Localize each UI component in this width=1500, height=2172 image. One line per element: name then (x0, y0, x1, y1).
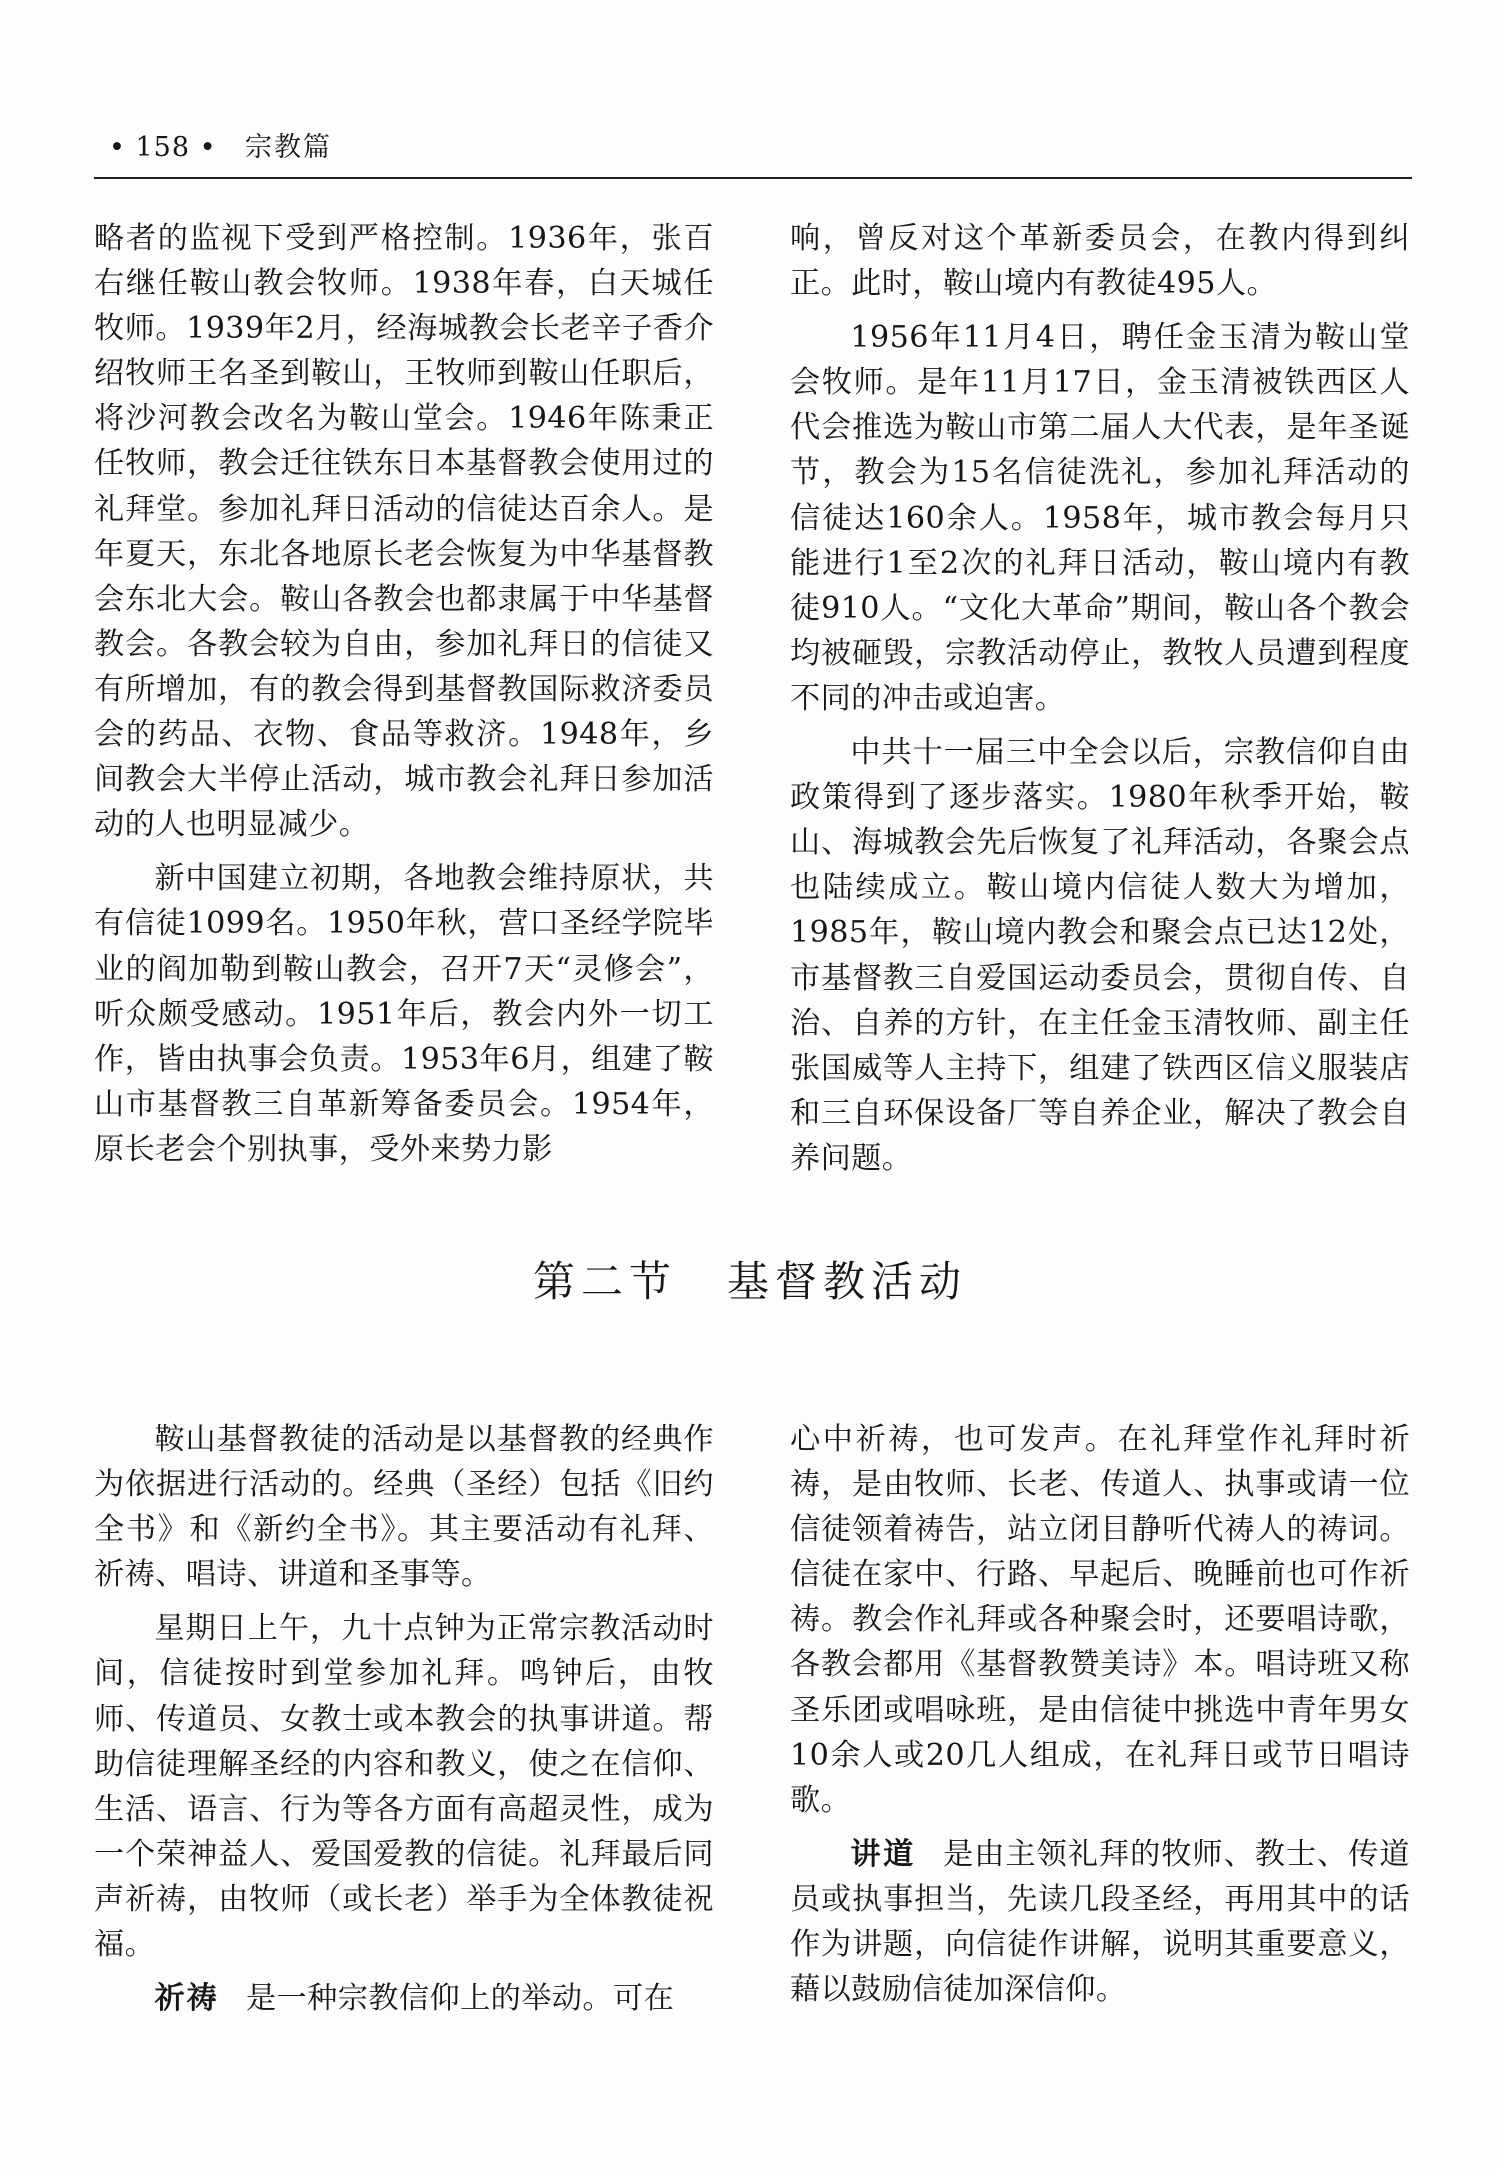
term-sermon: 讲道 (850, 1836, 916, 1872)
term-prayer: 祈祷 (154, 1981, 219, 2017)
paragraph: 略者的监视下受到严格控制。1936年，张百右继任鞍山教会牧师。1938年春，白天城任牧师。1939年2月，经海城教会长老辛子香介绍牧师王名圣到鞍山，王牧师到鞍山任职后，将沙河教会改名为鞍山堂会。1946年陈秉正任牧师，教会迁往铁东日本基督教会使用过的礼拜堂。参加礼拜日活动的信徒达百余人。是年夏天，东北各地原长老会恢复为中华基督教会东北大会。鞍山各教会也都隶属于中华基督教会。各教会较为自由，参加礼拜日的信徒又有所增加，有的教会得到基督教国际救济委员会的药品、衣物、食品等救济。1948年，乡间教会大半停止活动，城市教会礼拜日参加活动的人也明显减少。 (94, 221, 714, 843)
paragraph-text: 是一种宗教信仰上的举动。可在 (245, 1981, 675, 2017)
paragraph (790, 1832, 1410, 2012)
paragraph: 中共十一届三中全会以后，宗教信仰自由政策得到了逐步落实。1980年秋季开始，鞍山、海城教会先后恢复了礼拜活动，各聚会点也陆续成立。鞍山境内信徒人数大为增加，1985年，鞍山境内教会和聚会点已达12处，市基督教三自爱国运动委员会，贯彻自传、自治、自养的方针，在主任金玉清牧师、副主任张国威等人主持下，组建了铁西区信义服装店和三自环保设备厂等自养企业，解决了教会自养问题。 (790, 735, 1410, 1176)
paragraph: 新中国建立初期，各地教会维持原状，共有信徒1099名。1950年秋，营口圣经学院毕业的阎加勒到鞍山教会，召开7天“灵修会”，听众颇受感动。1951年后，教会内外一切工作，皆由执事会负责。1953年6月，组建了鞍山市基督教三自革新筹备委员会。1954年，原长老会个别执事，受外来势力影 (94, 861, 714, 1167)
chapter-title: 宗教篇 (245, 132, 332, 163)
running-header (95, 128, 1410, 168)
part2-right-column (790, 1417, 1410, 2012)
part2-left-column (94, 1417, 714, 2021)
paragraph: 响，曾反对这个革新委员会，在教内得到纠正。此时，鞍山境内有教徒495人。 (790, 221, 1410, 302)
section-number: 第二节 (532, 1257, 677, 1306)
header-rule (94, 177, 1412, 179)
paragraph: 星期日上午，九十点钟为正常宗教活动时间，信徒按时到堂参加礼拜。鸣钟后，由牧师、传道员、女教士或本教会的执事讲道。帮助信徒理解圣经的内容和教义，使之在信仰、生活、语言、行为等各方面有高超灵性，成为一个荣神益人、爱国爱教的信徒。礼拜最后同声祈祷，由牧师（或长老）举手为全体教徒祝福。 (94, 1611, 714, 1963)
part1-left-column (94, 216, 714, 1172)
page-number: • 158 • (109, 132, 217, 163)
paragraph: 1956年11月4日，聘任金玉清为鞍山堂会牧师。是年11月17日，金玉清被铁西区人代会推选为鞍山市第二届人大代表，是年圣诞节，教会为15名信徒洗礼，参加礼拜活动的信徒达160余人。1958年，城市教会每月只能进行1至2次的礼拜日活动，鞍山境内有教徒910人。“文化大革命”期间，鞍山各个教会均被砸毁，宗教活动停止，教牧人员遭到程度不同的冲击或迫害。 (790, 320, 1410, 716)
part1-right-column (790, 216, 1410, 1181)
paragraph: 心中祈祷，也可发声。在礼拜堂作礼拜时祈祷，是由牧师、长老、传道人、执事或请一位信徒领着祷告，站立闭目静听代祷人的祷词。信徒在家中、行路、早起后、晚睡前也可作祈祷。教会作礼拜或各种聚会时，还要唱诗歌，各教会都用《基督教赞美诗》本。唱诗班又称圣乐团或唱咏班，是由信徒中挑选中青年男女10余人或20几人组成，在礼拜日或节日唱诗歌。 (790, 1422, 1410, 1818)
paragraph-text: 是由主领礼拜的牧师、教士、传道员或执事担当，先读几段圣经，再用其中的话作为讲题，向信徒作讲解，说明其重要意义，藉以鼓励信徒加深信仰。 (790, 1836, 1410, 2008)
paragraph (94, 1976, 714, 2021)
paragraph: 鞍山基督教徒的活动是以基督教的经典作为依据进行活动的。经典（圣经）包括《旧约全书》和《新约全书》。其主要活动有礼拜、祈祷、唱诗、讲道和圣事等。 (94, 1422, 714, 1593)
section-name: 基督教活动 (727, 1257, 968, 1306)
section-heading (0, 1252, 1500, 1312)
